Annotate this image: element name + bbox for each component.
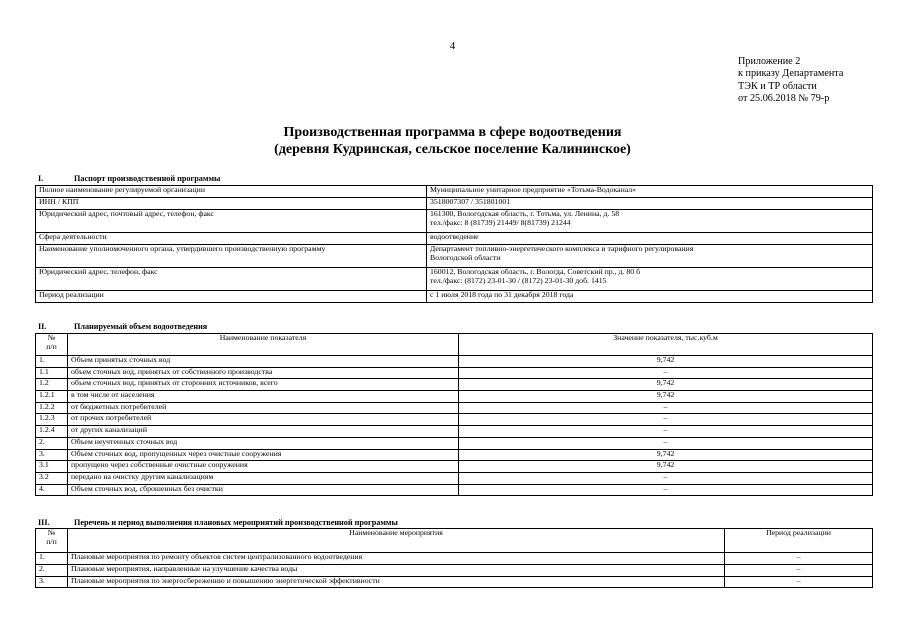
row-value xyxy=(427,210,873,233)
row-indicator: от прочих потребителей xyxy=(68,414,459,426)
row-number: 1.1 xyxy=(36,367,68,379)
row-number: 3.2 xyxy=(36,472,68,484)
table-header-row xyxy=(36,529,873,553)
row-measure: Плановые мероприятия, направленные на улучшение качества воды xyxy=(68,564,725,576)
row-label: Юридический адрес, телефон, факс xyxy=(36,268,427,291)
section-title: Паспорт производственной программы xyxy=(74,174,221,183)
table-row xyxy=(36,198,873,210)
table-row xyxy=(36,553,873,565)
row-indicator: от других канализаций xyxy=(68,426,459,438)
row-measure: Плановые мероприятия по энергосбережению и повышению энергетической эффективности xyxy=(68,576,725,588)
header-cell-value: Значение показателя, тыс.куб.м xyxy=(459,334,873,356)
row-period: – xyxy=(725,564,873,576)
row-number: 3. xyxy=(36,449,68,461)
table-row xyxy=(36,291,873,303)
row-indicator: Объем принятых сточных вод xyxy=(68,356,459,368)
row-indicator: в том числе от населения xyxy=(68,391,459,403)
value-line: 3518007307 / 351801001 xyxy=(430,197,511,206)
value-line: Муниципальное унитарное предприятие «Тотьма-Водоканал» xyxy=(430,185,637,194)
row-value: – xyxy=(459,472,873,484)
row-period: – xyxy=(725,576,873,588)
row-value xyxy=(427,291,873,303)
section-2-heading xyxy=(38,322,207,331)
row-value xyxy=(427,198,873,210)
section-number: II. xyxy=(38,322,47,331)
row-indicator: Объем сточных вод, сброшенных без очистки xyxy=(68,484,459,496)
table-row xyxy=(36,356,873,368)
table-header-row xyxy=(36,334,873,356)
section-title: Планируемый объем водоотведения xyxy=(74,322,208,331)
value-line: с 1 июля 2018 года по 31 декабря 2018 года xyxy=(430,290,574,299)
table-row xyxy=(36,564,873,576)
value-line: 160012, Вологодская область, г. Вологда, Советский пр., д. 80 б xyxy=(430,267,641,276)
row-value: – xyxy=(459,437,873,449)
row-number: 1.2.2 xyxy=(36,402,68,414)
value-line: Департамент топливно-энергетического комплекса и тарифного регулирования xyxy=(430,244,694,253)
table-row xyxy=(36,437,873,449)
row-label: Наименование уполномоченного органа, утвердившего производственную программу xyxy=(36,245,427,268)
row-indicator: пропущено через собственные очистные сооружения xyxy=(68,461,459,473)
volume-table xyxy=(35,333,873,496)
table-row xyxy=(36,379,873,391)
row-value: 9,742 xyxy=(459,356,873,368)
table-row xyxy=(36,268,873,291)
row-label: Период реализации xyxy=(36,291,427,303)
header-cell-name: Наименование показателя xyxy=(68,334,459,356)
value-line: Вологодской области xyxy=(430,252,501,262)
row-value: 9,742 xyxy=(459,391,873,403)
passport-table xyxy=(35,185,873,303)
row-number: 2. xyxy=(36,437,68,449)
value-line: 161300, Вологодская область, г. Тотьма, ул. Ленина, д. 58 xyxy=(430,209,620,218)
row-number: 4. xyxy=(36,484,68,496)
row-value: 9,742 xyxy=(459,379,873,391)
row-indicator: Объем неучтенных сточных вод xyxy=(68,437,459,449)
document-title xyxy=(0,124,905,158)
page-number: 4 xyxy=(449,40,456,52)
header-cell-num: № п/п xyxy=(36,529,68,553)
table-row xyxy=(36,484,873,496)
value-line: тел./факс: 8 (81739) 21449/ 8(81739) 21244 xyxy=(430,217,571,227)
row-value: – xyxy=(459,426,873,438)
table-row xyxy=(36,245,873,268)
row-label: Юридический адрес, почтовый адрес, телефон, факс xyxy=(36,210,427,233)
row-value: 9,742 xyxy=(459,449,873,461)
appendix-header xyxy=(738,56,843,105)
row-number: 1.2.3 xyxy=(36,414,68,426)
row-number: 2. xyxy=(36,564,68,576)
section-number: I. xyxy=(38,174,44,183)
row-indicator: Объем сточных вод, пропущенных через очистные сооружения xyxy=(68,449,459,461)
table-row xyxy=(36,367,873,379)
table-row xyxy=(36,461,873,473)
row-number: 1.2 xyxy=(36,379,68,391)
row-label: ИНН / КПП xyxy=(36,198,427,210)
appendix-line: от 25.06.2018 № 79-р xyxy=(738,92,830,104)
appendix-line: к приказу Департамента xyxy=(738,68,844,80)
table-row xyxy=(36,391,873,403)
row-indicator: объем сточных вод, принятых от сторонних источников, всего xyxy=(68,379,459,391)
title-line: (деревня Кудринская, сельское поселение Калининское) xyxy=(274,142,631,157)
row-number: 3.1 xyxy=(36,461,68,473)
row-number: 3. xyxy=(36,576,68,588)
appendix-line: Приложение 2 xyxy=(738,56,801,67)
measures-table xyxy=(35,528,873,588)
row-value: – xyxy=(459,484,873,496)
header-cell-num: № п/п xyxy=(36,334,68,356)
section-1-heading xyxy=(38,174,220,183)
table-row xyxy=(36,426,873,438)
row-value xyxy=(427,186,873,198)
row-number: 1. xyxy=(36,356,68,368)
row-number: 1. xyxy=(36,553,68,565)
row-value xyxy=(427,233,873,245)
table-row xyxy=(36,402,873,414)
row-value: – xyxy=(459,402,873,414)
table-row xyxy=(36,414,873,426)
row-number: 1.2.1 xyxy=(36,391,68,403)
row-period: – xyxy=(725,553,873,565)
section-3-heading xyxy=(38,518,398,527)
table-row xyxy=(36,472,873,484)
row-label: Полное наименование регулируемой организации xyxy=(36,186,427,198)
row-number: 1.2.4 xyxy=(36,426,68,438)
row-value xyxy=(427,268,873,291)
value-line: водоотведение xyxy=(430,232,479,241)
section-title: Перечень и период выполнения плановых мероприятий производственной программы xyxy=(74,518,398,527)
title-line: Производственная программа в сфере водоотведения xyxy=(283,125,622,140)
table-row xyxy=(36,210,873,233)
table-row xyxy=(36,186,873,198)
row-measure: Плановые мероприятия по ремонту объектов систем централизованного водоотведения xyxy=(68,553,725,565)
row-indicator: от бюджетных потребителей xyxy=(68,402,459,414)
row-value: – xyxy=(459,367,873,379)
row-label: Сфера деятельности xyxy=(36,233,427,245)
section-number: III. xyxy=(38,518,50,527)
table-row xyxy=(36,449,873,461)
row-indicator: передано на очистку другим канализациям xyxy=(68,472,459,484)
row-value: 9,742 xyxy=(459,461,873,473)
header-cell-name: Наименование мероприятия xyxy=(68,529,725,553)
row-indicator: объем сточных вод, принятых от собственного производства xyxy=(68,367,459,379)
row-value: – xyxy=(459,414,873,426)
table-row xyxy=(36,576,873,588)
appendix-line: ТЭК и ТР области xyxy=(738,80,817,92)
table-row xyxy=(36,233,873,245)
value-line: тел./факс: (8172) 23-01-30 / (8172) 23-01-30 доб. 1415 xyxy=(430,275,607,285)
header-cell-period: Период реализации xyxy=(725,529,873,553)
row-value xyxy=(427,245,873,268)
